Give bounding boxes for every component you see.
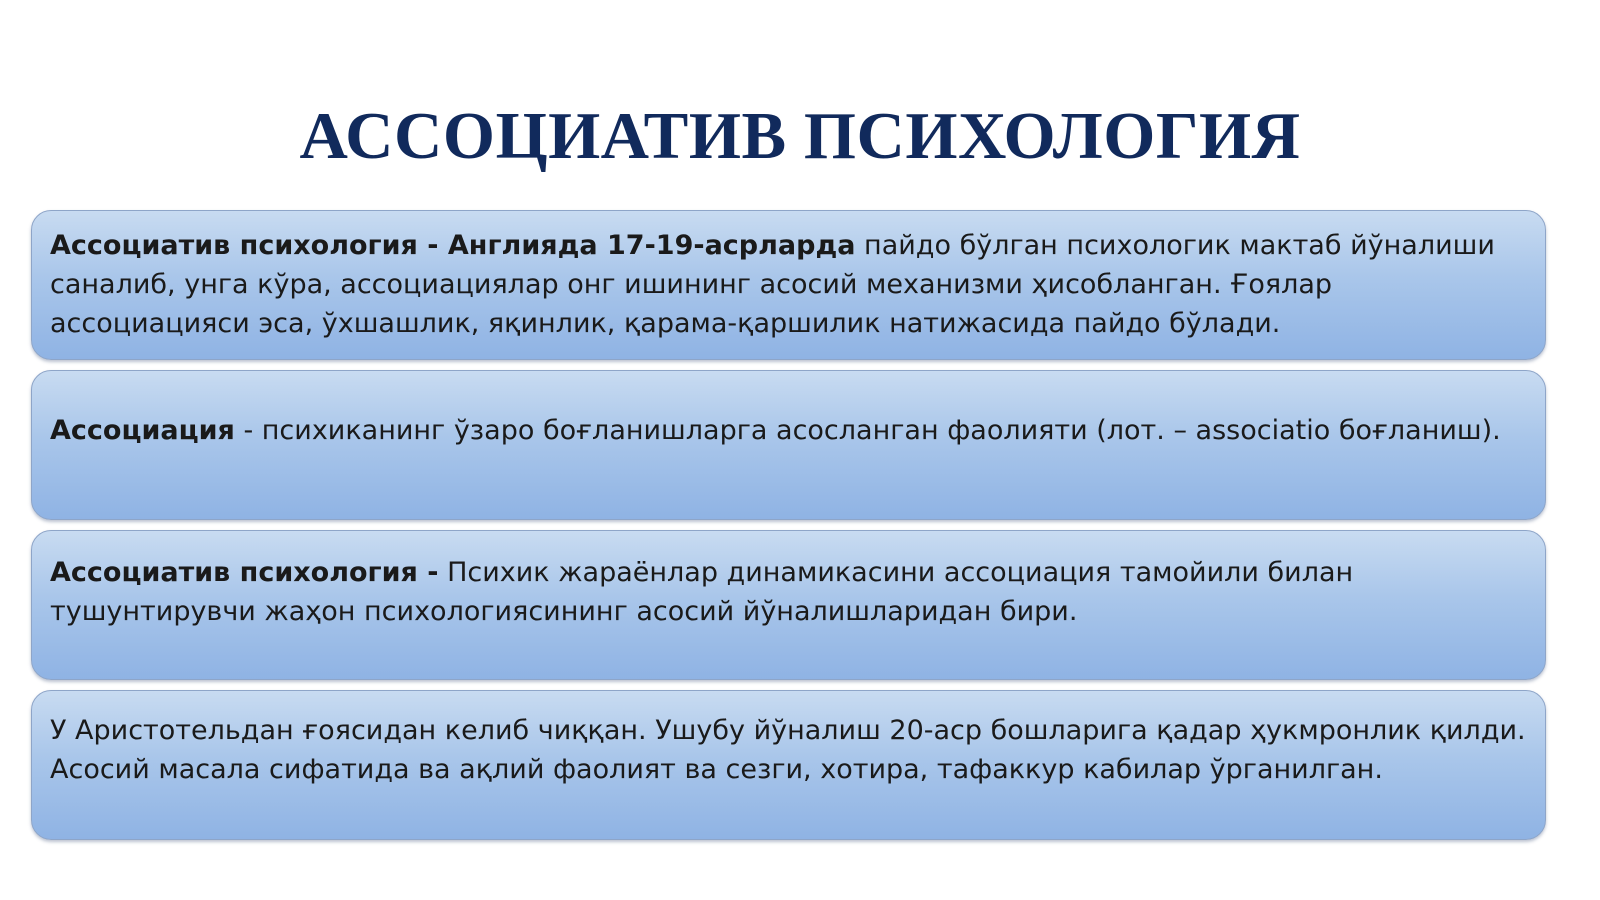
- panel-bold-term: Ассоциатив психология - Англияда 17-19-асрларда: [50, 230, 856, 261]
- slide-title: АССОЦИАТИВ ПСИХОЛОГИЯ: [299, 99, 1301, 173]
- definition-panel-association: [31, 370, 1546, 520]
- panel-text: [50, 711, 1527, 789]
- panel-text: [50, 226, 1527, 343]
- definition-panel-associative-psychology-origin: [31, 210, 1546, 360]
- panel-bold-term: Ассоциатив психология -: [50, 557, 439, 588]
- definition-panel-associative-psychology: [31, 530, 1546, 680]
- definition-panel-aristotle-origin: [31, 690, 1546, 840]
- panel-text: [50, 553, 1527, 631]
- panel-body-text: - психиканинг ўзаро боғланишларга асосланган фаолияти (лот. – associatio боғланиш).: [234, 414, 1501, 446]
- panel-bold-term: Ассоциация: [50, 414, 235, 446]
- panel-body-text: Психик жараёнлар динамикасини ассоциация тамойили билан тушунтирувчи жаҳон психологиясининг асосий йўналишларидан бири.: [50, 557, 1354, 627]
- panel-text: [50, 411, 1501, 450]
- panel-body-text: пайдо бўлган психологик мактаб йўналиши саналиб, унга кўра, ассоциациялар онг ишининг асосий механизми ҳисобланган. Ғоялар ассоциацияси эса, ўхшашлик, яқинлик, қарама-қаршилик натижасида пайдо бўлади.: [50, 230, 1495, 339]
- panel-body-text: У Аристотельдан ғоясидан келиб чиққан. Ушубу йўналиш 20-аср бошларига қадар ҳукмронлик қилди. Асосий масала сифатида ва ақлий фаолият ва сезги, хотира, тафаккур кабилар ўрганилган.: [50, 715, 1526, 785]
